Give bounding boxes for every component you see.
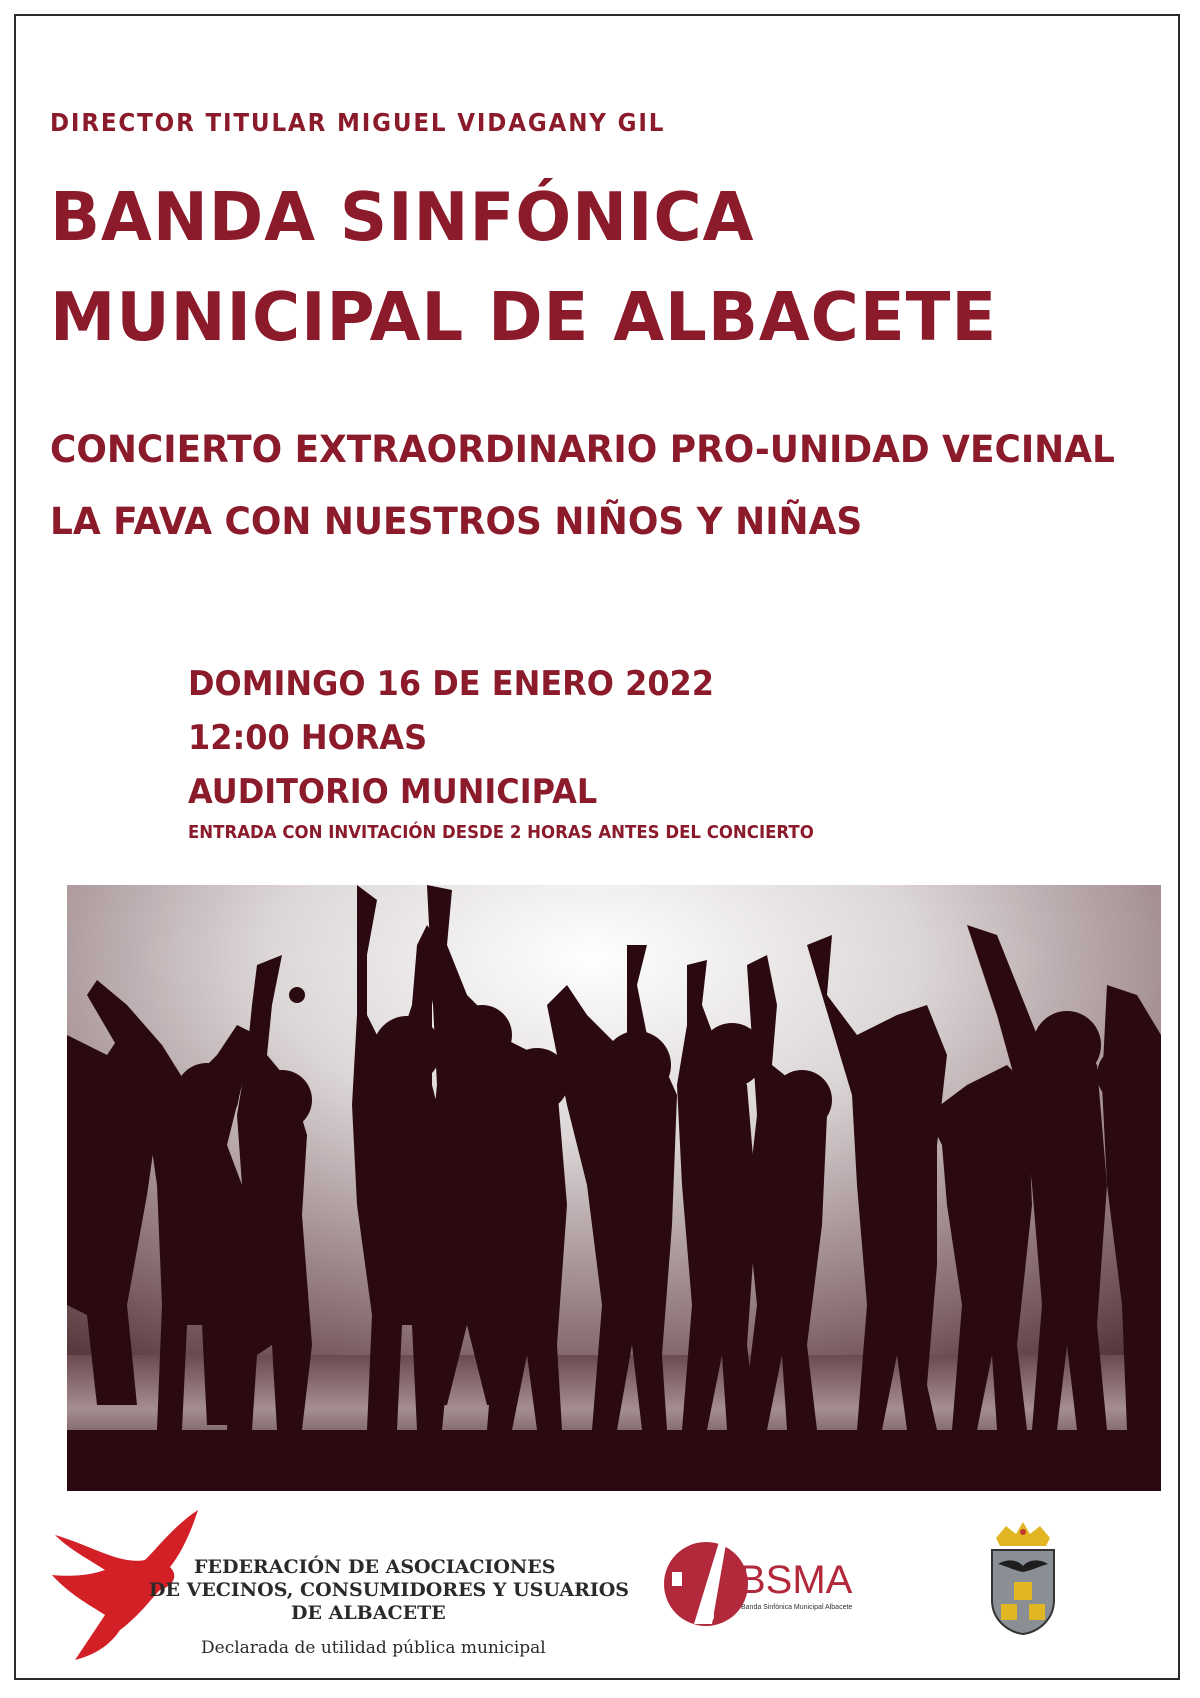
entry-note: ENTRADA CON INVITACIÓN DESDE 2 HORAS ANTES DEL CONCIERTO [188, 822, 814, 843]
title-line-2: MUNICIPAL DE ALBACETE [50, 278, 998, 356]
federation-name-line-3: DE ALBACETE [291, 1602, 446, 1624]
federation-tagline: Declarada de utilidad pública municipal [201, 1638, 546, 1658]
event-venue: AUDITORIO MUNICIPAL [188, 772, 598, 812]
event-date: DOMINGO 16 DE ENERO 2022 [188, 664, 715, 704]
children-silhouette-photo [67, 885, 1161, 1491]
albacete-coat-of-arms-icon [988, 1520, 1058, 1635]
title-line-1: BANDA SINFÓNICA [50, 178, 755, 256]
federation-name-line-2: DE VECINOS, CONSUMIDORES Y USUARIOS [149, 1579, 630, 1601]
director-line: DIRECTOR TITULAR MIGUEL VIDAGANY GIL [50, 108, 666, 137]
event-time: 12:00 HORAS [188, 718, 428, 758]
absma-logo-text: BSMA [739, 1558, 853, 1602]
concert-subtitle-1: CONCIERTO EXTRAORDINARIO PRO-UNIDAD VECINAL [50, 428, 1115, 471]
absma-logo-subtext: Banda Sinfónica Municipal Albacete [741, 1604, 853, 1611]
federation-name-line-1: FEDERACIÓN DE ASOCIACIONES [194, 1556, 556, 1578]
concert-subtitle-2: LA FAVA CON NUESTROS NIÑOS Y NIÑAS [50, 500, 863, 543]
